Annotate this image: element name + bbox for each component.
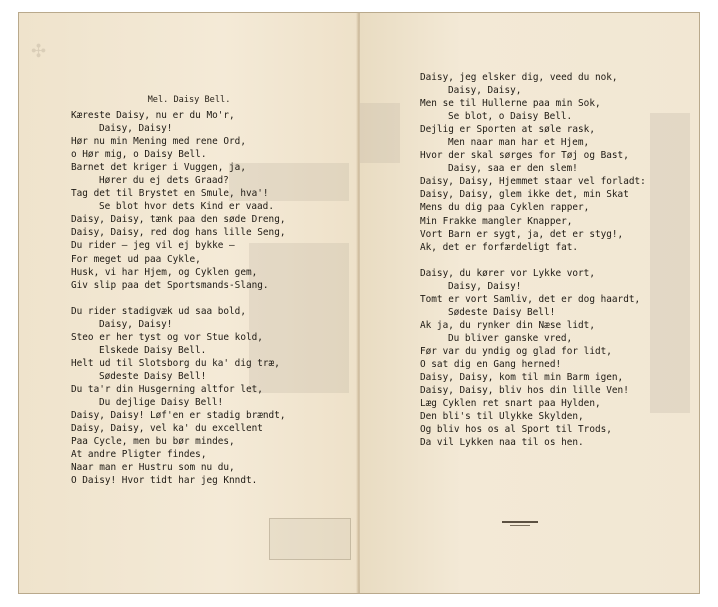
left-line: Tag det til Brystet en Smule, hva'! [71, 188, 269, 200]
left-line: Husk, vi har Hjem, og Cyklen gem, [71, 266, 258, 278]
right-line: Og bliv hos os al Sport til Trods, [420, 424, 612, 436]
left-line: At andre Pligter findes, [71, 449, 207, 461]
right-line: Min Frakke mangler Knapper, [420, 215, 573, 227]
left-line: Daisy, Daisy! Løf'en er stadig brændt, [71, 410, 286, 422]
right-line: Daisy, Daisy, glem ikke det, min Skat [420, 189, 629, 201]
left-page [19, 13, 359, 593]
left-line: o Hør mig, o Daisy Bell. [71, 149, 207, 161]
melody-note: Mel. Daisy Bell. [147, 95, 231, 105]
right-line: Vort Barn er sygt, ja, det er styg!, [420, 228, 624, 240]
left-line: Steo er her tyst og vor Stue kold, [71, 331, 263, 343]
right-line: Daisy, Daisy, bliv hos din lille Ven! [420, 385, 629, 397]
left-line: Du rider stadigvæk ud saa bold, [71, 305, 246, 317]
right-line: Se blot, o Daisy Bell. [448, 111, 573, 123]
left-line: Du rider — jeg vil ej bykke — [71, 240, 235, 252]
left-line: Daisy, Daisy, vel ka' du excellent [71, 423, 263, 435]
right-line: Daisy, Daisy, Hjemmet staar vel forladt: [420, 176, 646, 188]
right-line: Daisy, du kører vor Lykke vort, [420, 267, 595, 279]
right-line: Daisy, Daisy, [448, 85, 522, 97]
paper-stain [269, 518, 351, 560]
right-line: Før var du yndig og glad for lidt, [420, 345, 612, 357]
right-line: Daisy, saa er den slem! [448, 163, 578, 175]
left-line: Naar man er Hustru som nu du, [71, 462, 235, 474]
left-line: Du dejlige Daisy Bell! [99, 397, 224, 409]
bleed-through-text-right [650, 113, 690, 413]
left-line: Daisy, Daisy, tænk paa den søde Dreng, [71, 214, 286, 226]
right-line: Dejlig er Sporten at søle rask, [420, 124, 595, 136]
booklet-spread [18, 12, 700, 594]
right-line: Daisy, Daisy! [448, 280, 522, 292]
left-line: Se blot hvor dets Kind er vaad. [99, 201, 274, 213]
left-line: Kæreste Daisy, nu er du Mo'r, [71, 110, 235, 121]
left-line: O Daisy! Hvor tidt har jeg Knndt. [71, 475, 258, 487]
left-line: Daisy, Daisy! [99, 318, 173, 330]
right-line: Men naar man har et Hjem, [448, 137, 590, 149]
right-line: Men se til Hullerne paa min Sok, [420, 98, 601, 110]
right-line: Daisy, Daisy, kom til min Barm igen, [420, 372, 624, 384]
end-ornament-rule [502, 521, 538, 523]
left-line: Barnet det kriger i Vuggen, ja, [71, 162, 246, 174]
left-line: Giv slip paa det Sportsmands-Slang. [71, 279, 269, 291]
right-line: Ak, det er forfærdeligt fat. [420, 241, 579, 253]
right-line: Hvor der skal sørges for Tøj og Bast, [420, 150, 629, 162]
left-line: Paa Cycle, men bu bør mindes, [71, 436, 235, 448]
right-page [360, 13, 699, 593]
right-line: Sødeste Daisy Bell! [448, 306, 556, 318]
bleed-through-shadow-right [360, 103, 400, 163]
left-line [71, 292, 285, 305]
left-line: Helt ud til Slotsborg du ka' dig træ, [71, 357, 280, 369]
right-line: Tomt er vort Samliv, det er dog haardt, [420, 293, 641, 305]
left-line: Sødeste Daisy Bell! [99, 370, 207, 382]
left-line: Hør nu min Mening med rene Ord, [71, 136, 246, 148]
right-verse-block [420, 71, 646, 449]
end-ornament-rule-short [510, 525, 530, 526]
right-line: Du bliver ganske vred, [448, 332, 573, 344]
left-line: For meget ud paa Cykle, [71, 253, 201, 265]
right-line: Da vil Lykken naa til os hen. [420, 437, 584, 449]
left-line: Hører du ej dets Graad? [99, 175, 229, 187]
left-line: Daisy, Daisy, red dog hans lille Seng, [71, 227, 286, 239]
right-line [420, 254, 646, 267]
right-line: Mens du dig paa Cyklen rapper, [420, 202, 590, 214]
right-line: Ak ja, du rynker din Næse lidt, [420, 319, 595, 331]
left-line: Daisy, Daisy! [99, 123, 173, 135]
left-verse-block [71, 109, 285, 487]
left-line: Du ta'r din Husgerning altfor let, [71, 383, 263, 395]
right-line: O sat dig en Gang herned! [420, 359, 562, 371]
bleed-through-mark: ✣ [31, 41, 47, 62]
left-line: Elskede Daisy Bell. [99, 344, 207, 356]
right-line: Daisy, jeg elsker dig, veed du nok, [420, 72, 618, 83]
right-line: Den bli's til Ulykke Skylden, [420, 411, 584, 423]
right-line: Læg Cyklen ret snart paa Hylden, [420, 398, 601, 410]
